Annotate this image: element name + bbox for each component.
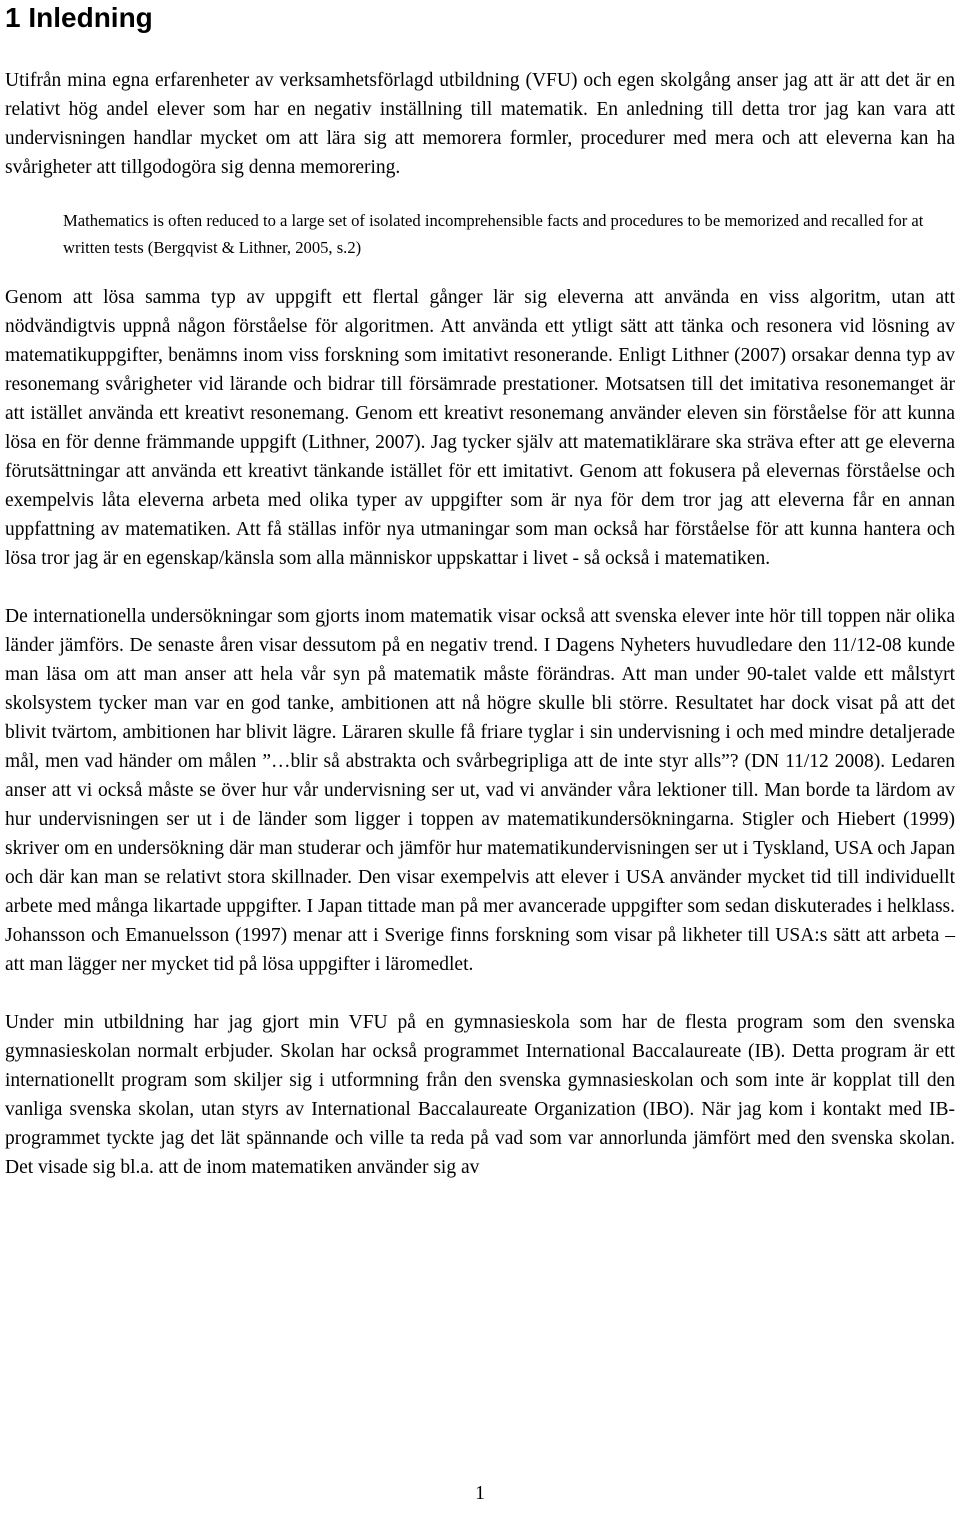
page-number: 1 [475, 1483, 485, 1504]
paragraph-intro: Utifrån mina egna erfarenheter av verksamhetsförlagd utbildning (VFU) och egen skolgång anser jag att är att det är en relativt hög andel elever som har en negativ inställning till matematik. En anledning till detta tror jag kan vara att undervisningen handlar mycket om att lära sig att memorera formler, procedurer med mera och att eleverna kan ha svårigheter att tillgodogöra sig denna memorering. [5, 70, 955, 178]
document-page [5, 0, 955, 1182]
paragraph-reasoning: Genom att lösa samma typ av uppgift ett flertal gånger lär sig eleverna att använda en viss algoritm, utan att nödvändigtvis uppnå någon förståelse för algoritmen. Att använda ett ytligt sätt att tänka och resonera vid lösning av matematikuppgifter, benämns inom viss forskning som imitativt resonerande. Enligt Lithner (2007) orsakar denna typ av resonemang svårigheter vid lärande och bidrar till försämrade prestationer. Motsatsen till det imitativa resonemanget är att istället använda ett kreativt resonemang. Genom ett kreativt resonemang använder eleven sin förståelse för att kunna lösa en för denne främmande uppgift (Lithner, 2007). Jag tycker själv att matematiklärare ska sträva efter att ge eleverna förutsättningar att använda ett kreativt tänkande istället för ett imitativt. Genom att fokusera på elevernas förståelse och exempelvis låta eleverna arbeta med olika typer av uppgifter som är nya för dem tror jag att eleverna får en annan uppfattning av matematiken. Att få ställas inför nya utmaningar som man också har förståelse för att kunna hantera och lösa tror jag är en egenskap/känsla som alla människor uppskattar i livet - så också i matematiken. [5, 287, 955, 569]
block-quote: Mathematics is often reduced to a large set of isolated incomprehensible facts and procedures to be memorized and recalled for at written tests (Bergqvist & Lithner, 2005, s.2) [63, 211, 924, 257]
section-heading: 1 Inledning [5, 2, 153, 33]
paragraph-international: De internationella undersökningar som gjorts inom matematik visar också att svenska elever inte hör till toppen när olika länder jämförs. De senaste åren visar dessutom på en negativ trend. I Dagens Nyheters huvudledare den 11/12-08 kunde man läsa om att man anser att hela vår syn på matematik måste förändras. Att man under 90-talet valde ett målstyrt skolsystem tycker man var en god tanke, ambitionen att nå högre skulle bli större. Resultatet har dock visat på att det blivit tvärtom, ambitionen har blivit lägre. Läraren skulle få friare tyglar i sin undervisning i och med mindre detaljerade mål, men vad händer om målen ”…blir så abstrakta och svårbegripliga att de inte styr alls”? (DN 11/12 2008). Ledaren anser att vi också måste se över hur vår undervisning ser ut, vad vi använder våra lektioner till. Man borde ta lärdom av hur undervisningen ser ut i de länder som ligger i toppen av matematikundersökningarna. Stigler och Hiebert (1999) skriver om en undersökning där man studerar och jämför hur matematikundervisningen ser ut i Tyskland, USA och Japan och där kan man se relativt stora skillnader. Den visar exempelvis att elever i USA använder mycket tid till individuellt arbete med många likartade uppgifter. I Japan tittade man på mer avancerade uppgifter som sedan diskuterades i helklass. Johansson och Emanuelsson (1997) menar att i Sverige finns forskning som visar på likheter till USA:s sätt att arbeta – att man lägger ner mycket tid på lösa uppgifter i läromedlet. [5, 606, 955, 975]
paragraph-vfu: Under min utbildning har jag gjort min VFU på en gymnasieskola som har de flesta program som den svenska gymnasieskolan normalt erbjuder. Skolan har också programmet International Baccalaureate (IB). Detta program är ett internationellt program som skiljer sig i utformning från den svenska gymnasieskolan och som inte är kopplat till den vanliga svenska skolan, utan styrs av International Baccalaureate Organization (IBO). När jag kom i kontakt med IB-programmet tyckte jag det lät spännande och ville ta reda på vad som var annorlunda jämfört med den svenska skolan. Det visade sig bl.a. att de inom matematiken använder sig av [5, 1012, 955, 1178]
